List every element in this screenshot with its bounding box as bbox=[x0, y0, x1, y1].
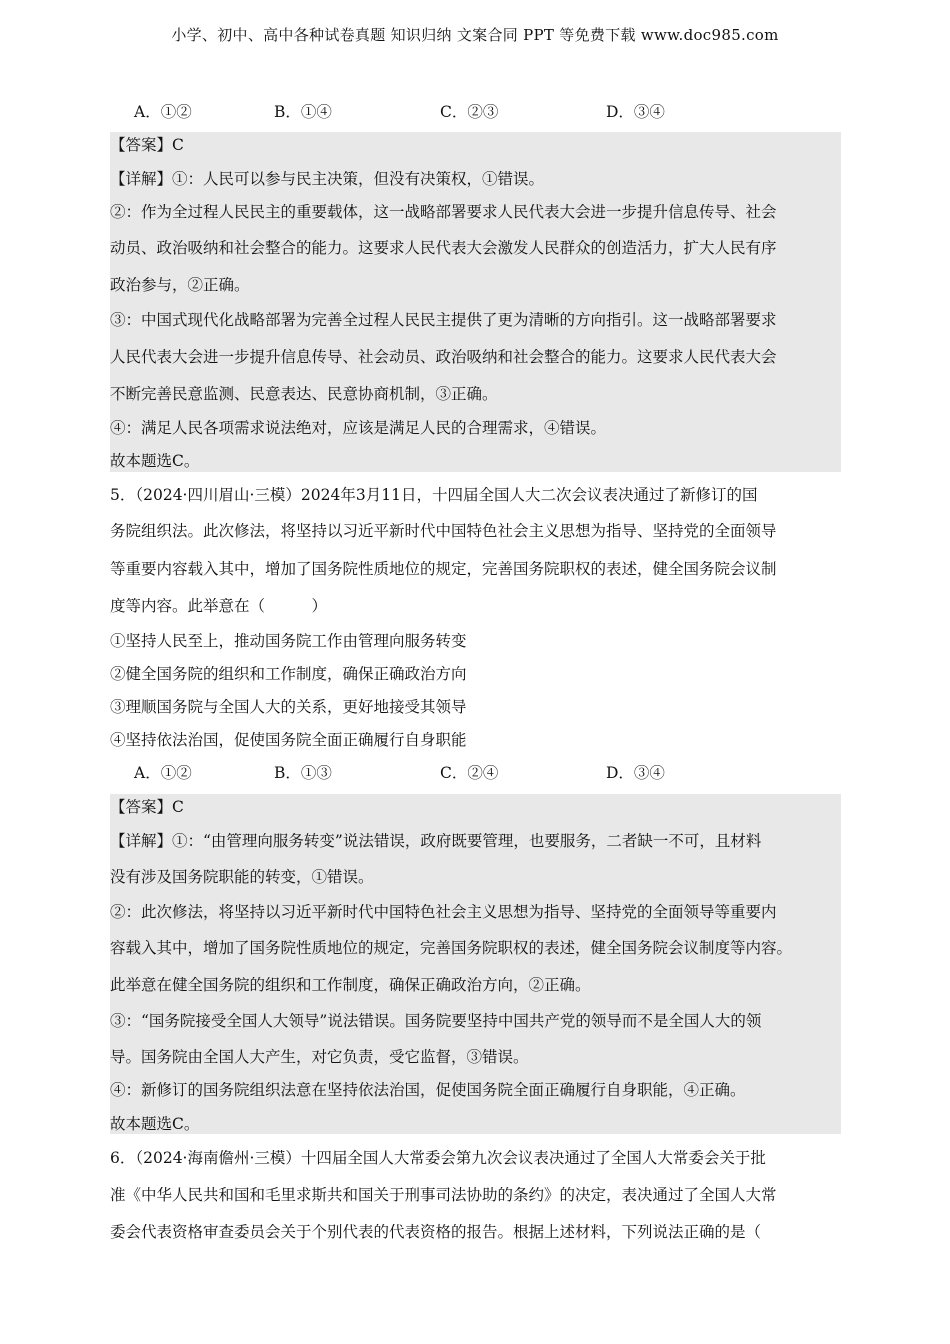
q5-option-a: A．①② bbox=[134, 764, 192, 782]
q5-detail-line: 没有涉及国务院职能的转变，①错误。 bbox=[110, 868, 374, 886]
q5-statement: ①坚持人民至上，推动国务院工作由管理向服务转变 bbox=[110, 632, 467, 650]
q4-detail-line: 【详解】①：人民可以参与民主决策，但没有决策权，①错误。 bbox=[110, 170, 545, 188]
q5-detail-line: 导。国务院由全国人大产生，对它负责，受它监督，③错误。 bbox=[110, 1048, 529, 1066]
q4-detail-line: 不断完善民意监测、民意表达、民意协商机制，③正确。 bbox=[110, 385, 498, 403]
q5-detail-line: ③：“国务院接受全国人大领导”说法错误。国务院要坚持中国共产党的领导而不是全国人大的领 bbox=[110, 1012, 762, 1030]
q4-option-c: C．②③ bbox=[440, 103, 499, 121]
q4-detail-line: 政治参与，②正确。 bbox=[110, 276, 250, 294]
q5-detail-line: ②：此次修法，将坚持以习近平新时代中国特色社会主义思想为指导、坚持党的全面领导等重要内 bbox=[110, 903, 777, 921]
q5-answer: 【答案】C bbox=[110, 798, 184, 816]
q4-detail-line: ④：满足人民各项需求说法绝对，应该是满足人民的合理需求，④错误。 bbox=[110, 419, 607, 437]
q5-option-d: D．③④ bbox=[606, 764, 665, 782]
q4-options bbox=[134, 102, 665, 122]
q4-detail-line: ③：中国式现代化战略部署为完善全过程人民民主提供了更为清晰的方向指引。这一战略部署要求 bbox=[110, 311, 777, 329]
q5-stem-line: 5．（2024·四川眉山·三模）2024年3月11日，十四届全国人大二次会议表决通过了新修订的国 bbox=[110, 486, 758, 504]
q5-option-c: C．②④ bbox=[440, 764, 499, 782]
q4-answer: 【答案】C bbox=[110, 136, 184, 154]
site-header-banner: 小学、初中、高中各种试卷真题 知识归纳 文案合同 PPT 等免费下载 www.doc985.com bbox=[171, 26, 779, 44]
q5-option-b: B．①③ bbox=[274, 764, 332, 782]
q4-detail-line: ②：作为全过程人民民主的重要载体，这一战略部署要求人民代表大会进一步提升信息传导、社会 bbox=[110, 203, 777, 221]
q4-detail-line: 故本题选C。 bbox=[110, 452, 200, 470]
q5-stem-line: 度等内容。此举意在（ ） bbox=[110, 597, 328, 615]
q5-stem-line: 等重要内容载入其中，增加了国务院性质地位的规定，完善国务院职权的表述，健全国务院会议制 bbox=[110, 560, 777, 578]
q6-stem-line: 准《中华人民共和国和毛里求斯共和国关于刑事司法协助的条约》的决定，表决通过了全国人大常 bbox=[110, 1186, 777, 1204]
q4-option-a: A．①② bbox=[134, 103, 192, 121]
q5-detail-line: ④：新修订的国务院组织法意在坚持依法治国，促使国务院全面正确履行自身职能，④正确。 bbox=[110, 1081, 746, 1099]
q4-detail-line: 人民代表大会进一步提升信息传导、社会动员、政治吸纳和社会整合的能力。这要求人民代表大会 bbox=[110, 348, 777, 366]
q5-statement: ③理顺国务院与全国人大的关系，更好地接受其领导 bbox=[110, 698, 467, 716]
q6-stem-line: 委会代表资格审查委员会关于个别代表的代表资格的报告。根据上述材料，下列说法正确的是（ bbox=[110, 1223, 762, 1241]
q5-statement: ②健全国务院的组织和工作制度，确保正确政治方向 bbox=[110, 665, 467, 683]
q5-detail-line: 故本题选C。 bbox=[110, 1115, 200, 1133]
q5-detail-line: 容载入其中，增加了国务院性质地位的规定，完善国务院职权的表述，健全国务院会议制度等内容。 bbox=[110, 939, 793, 957]
q4-option-d: D．③④ bbox=[606, 103, 665, 121]
q5-statement: ④坚持依法治国，促使国务院全面正确履行自身职能 bbox=[110, 731, 467, 749]
q5-detail-line: 此举意在健全国务院的组织和工作制度，确保正确政治方向，②正确。 bbox=[110, 976, 591, 994]
q5-detail-line: 【详解】①：“由管理向服务转变”说法错误，政府既要管理，也要服务，二者缺一不可，且材料 bbox=[110, 832, 762, 850]
q4-detail-line: 动员、政治吸纳和社会整合的能力。这要求人民代表大会激发人民群众的创造活力，扩大人民有序 bbox=[110, 239, 777, 257]
q6-stem-line: 6．（2024·海南儋州·三模）十四届全国人大常委会第九次会议表决通过了全国人大常委会关于批 bbox=[110, 1149, 766, 1167]
q5-options bbox=[134, 763, 665, 783]
q5-stem-line: 务院组织法。此次修法，将坚持以习近平新时代中国特色社会主义思想为指导、坚持党的全面领导 bbox=[110, 522, 777, 540]
q4-option-b: B．①④ bbox=[274, 103, 332, 121]
